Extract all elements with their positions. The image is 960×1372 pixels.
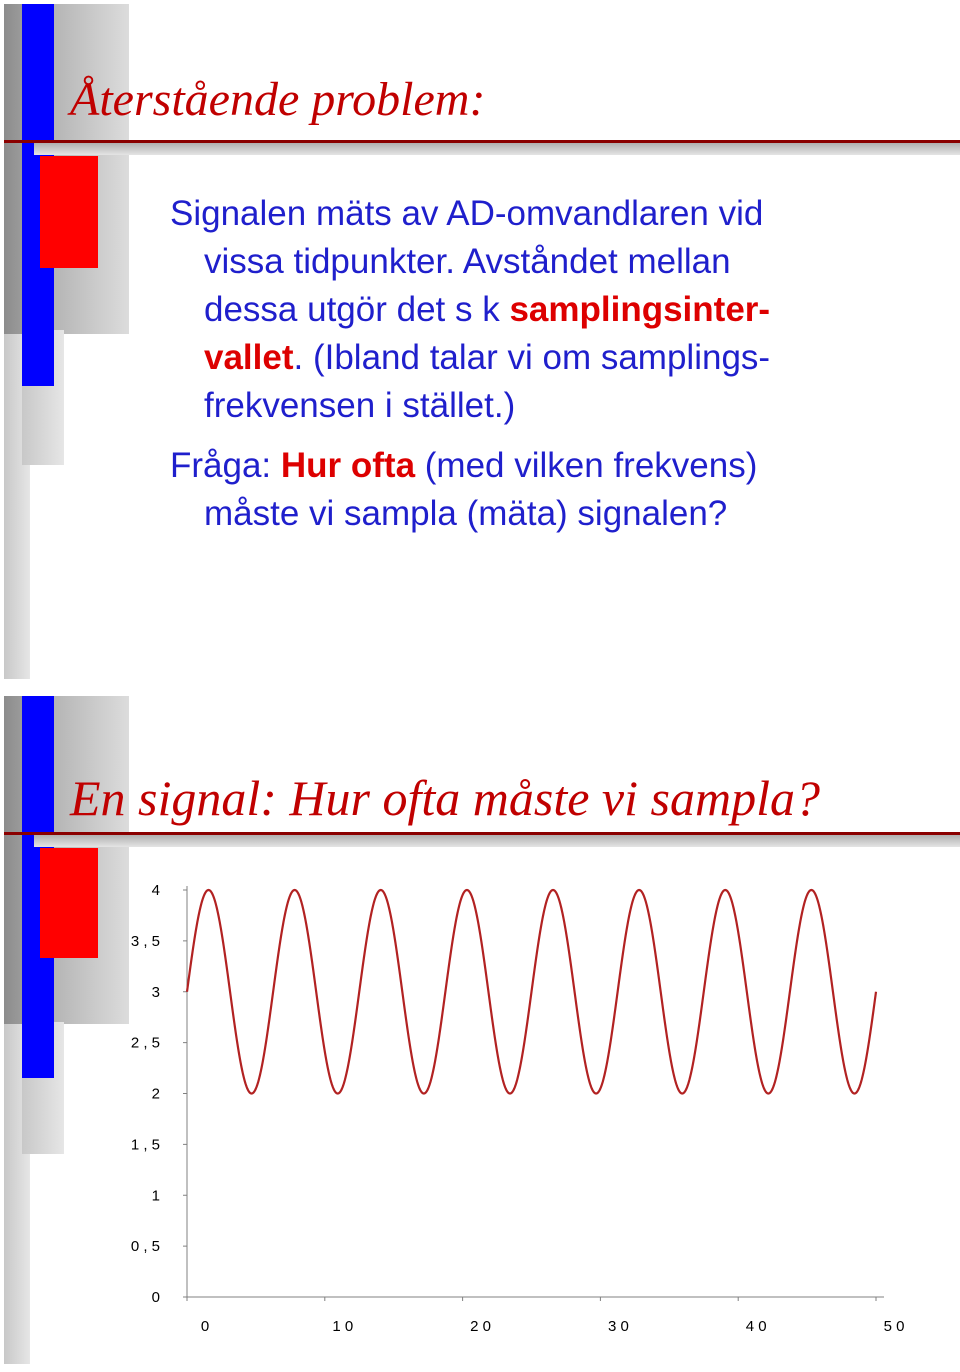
y-axis [131,882,187,1306]
red-block [40,156,98,268]
body-line-1: Signalen mäts av AD-omvandlaren vid [170,194,764,233]
title-underline-gray [34,143,960,155]
x-tick-label: 2 0 [470,1318,492,1335]
body-line-7: måste vi sampla (mäta) signalen? [204,494,728,533]
y-tick-label: 0 , 5 [130,1238,160,1256]
body-line-4 [170,334,950,382]
y-tick-label: 2 [151,1085,160,1103]
sine-wave-chart [100,860,920,1350]
y-tick-label: 0 [151,1289,160,1306]
body-line-3 [170,286,950,334]
y-tick-label: 1 [151,1187,160,1205]
red-block [40,848,98,958]
question-emphasis: Hur ofta [280,446,416,485]
term-samplingsintervallet-part2: vallet [204,338,294,377]
body-line-6-text: (med vilken frekvens) [415,446,758,485]
sine-wave-series [187,890,876,1093]
title-underline-gray [34,835,960,847]
x-axis [187,1297,904,1335]
x-tick-label: 4 0 [745,1318,767,1335]
term-samplingsintervallet-part1: samplingsinter- [509,290,771,329]
body-line-4-text: . (Ibland talar vi om samplings- [293,338,771,377]
x-tick-label: 5 0 [883,1318,905,1335]
x-tick-label: 1 0 [332,1318,354,1335]
body-line-5: frekvensen i stället.) [204,386,516,425]
body-line-6 [170,442,950,490]
y-tick-label: 4 [151,882,160,899]
series-group [187,890,876,1093]
body-line-3-text: dessa utgör det s k [204,290,510,329]
body-line-2: vissa tidpunkter. Avståndet mellan [204,242,731,281]
slide-2-title: En signal: Hur ofta måste vi sampla? [70,770,820,826]
x-tick-label: 0 [200,1318,210,1335]
y-tick-label: 3 , 5 [130,932,160,950]
body-line-6-prefix: Fråga: [170,446,281,485]
y-tick-label: 3 [151,983,160,1001]
slide-1-body [170,190,950,538]
y-tick-label: 2 , 5 [130,1034,160,1052]
slide-1-title: Återstående problem: [70,73,486,126]
x-tick-label: 3 0 [607,1318,629,1335]
y-tick-label: 1 , 5 [130,1136,160,1154]
